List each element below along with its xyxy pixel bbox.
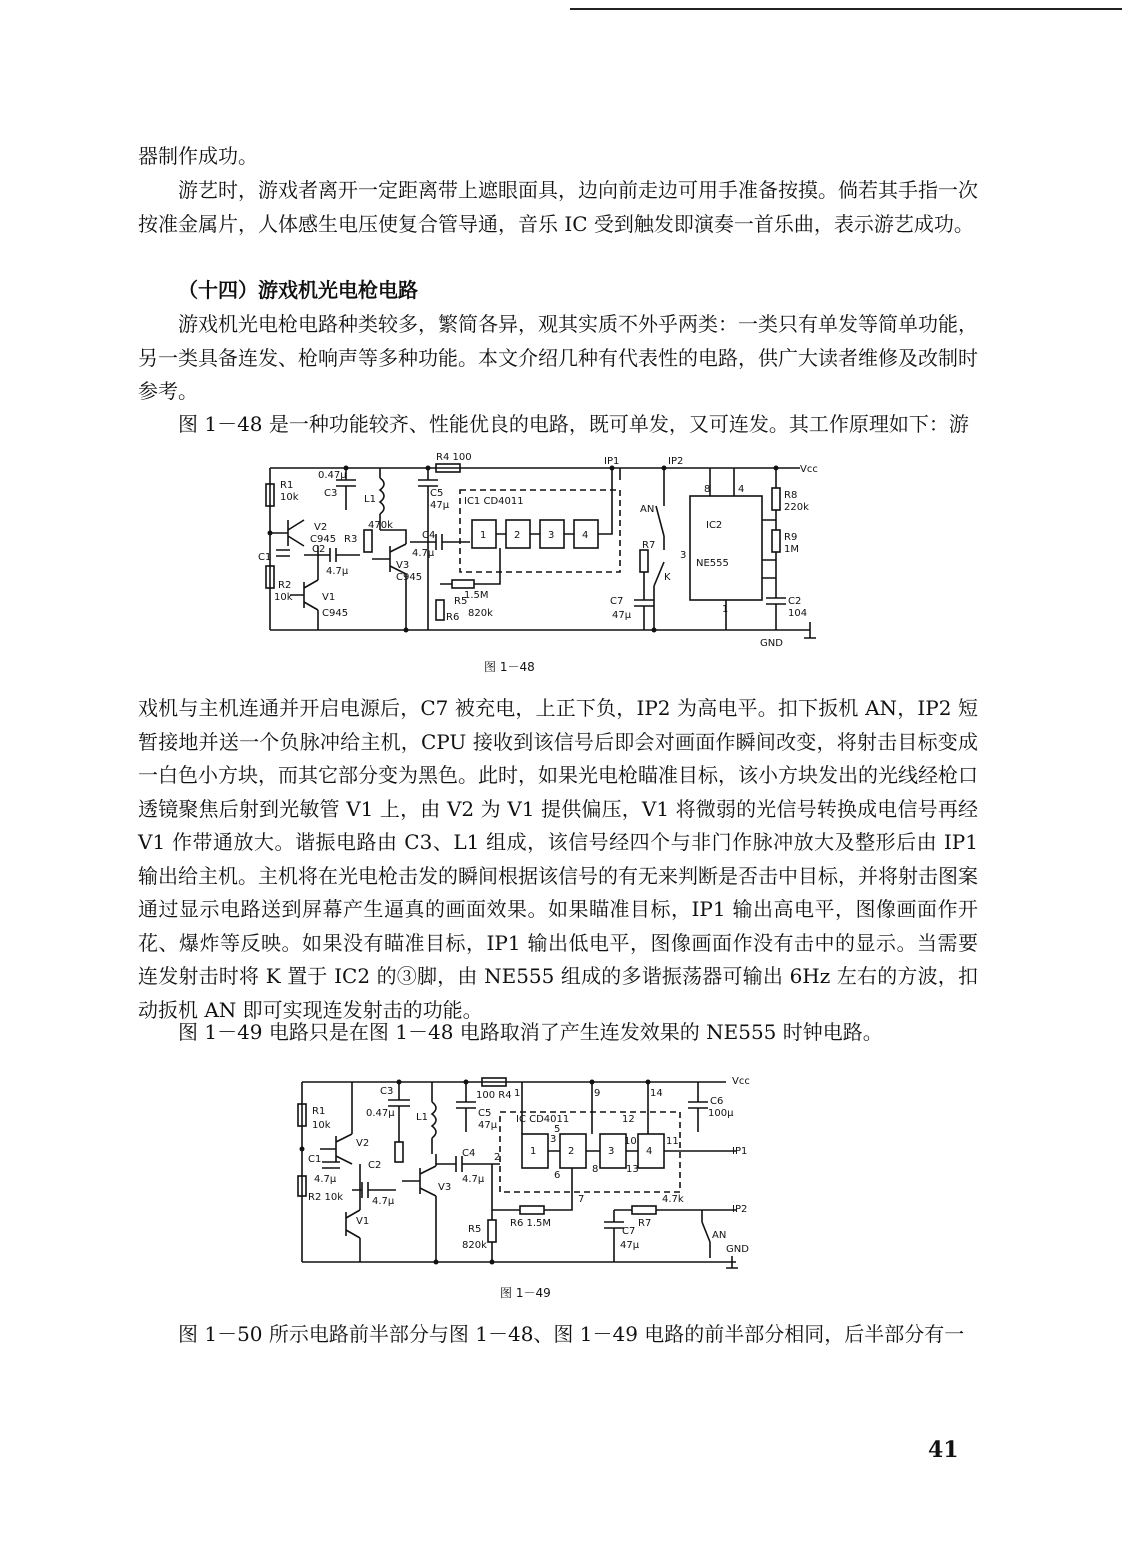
fig48-label-ne555: NE555 bbox=[696, 558, 729, 569]
fig49-label-c7v: 47μ bbox=[620, 1240, 640, 1251]
fig48-label-r2v: 10k bbox=[274, 592, 293, 603]
fig49-label-c5: C5 bbox=[478, 1108, 492, 1119]
fig48-label-k: K bbox=[664, 572, 671, 583]
fig48-label-r9: R9 bbox=[784, 532, 798, 543]
fig48-label-c3v: 0.47μ bbox=[318, 470, 347, 481]
fig48-label-r6v: 820k bbox=[468, 608, 493, 619]
fig48-gate-4: 4 bbox=[582, 530, 589, 541]
fig48-label-r2: R2 bbox=[278, 580, 292, 591]
fig49-label-vcc: Vcc bbox=[732, 1076, 750, 1087]
fig49-label-c7: C7 bbox=[622, 1226, 636, 1237]
fig48-label-ip2: IP2 bbox=[668, 456, 684, 467]
fig48-label-c945c: C945 bbox=[322, 608, 349, 619]
fig49-pin-5: 5 bbox=[554, 1124, 561, 1135]
fig49-label-ip1: IP1 bbox=[732, 1146, 748, 1157]
fig48-label-ic1: IC1 CD4011 bbox=[464, 496, 524, 507]
fig49-pin-12: 12 bbox=[622, 1114, 635, 1125]
fig48-label-v2: V2 bbox=[314, 522, 328, 533]
fig49-pin-1: 1 bbox=[514, 1088, 521, 1099]
fig48-gate-3: 3 bbox=[548, 530, 555, 541]
paragraph-3: 游戏机光电枪电路种类较多，繁简各异，观其实质不外乎两类：一类只有单发等简单功能，另一类具备连发、枪响声等多种功能。本文介绍几种有代表性的电路，供广大读者维修及改制时参考。 bbox=[138, 312, 978, 403]
fig49-label-r6: R6 1.5M bbox=[510, 1218, 552, 1229]
fig49-label-r7v: 4.7k bbox=[662, 1194, 684, 1205]
fig49-label-c3: C3 bbox=[380, 1086, 394, 1097]
fig49-label-r2: R2 10k bbox=[308, 1192, 344, 1203]
fig49-label-l1: L1 bbox=[416, 1112, 428, 1123]
fig49-label-c3v: 0.47μ bbox=[366, 1108, 395, 1119]
paragraph-1: 器制作成功。 bbox=[138, 144, 258, 168]
fig48-label-r4: R4 100 bbox=[436, 452, 472, 463]
fig49-pin-8: 8 bbox=[592, 1164, 599, 1175]
fig48-label-r1: R1 bbox=[280, 480, 294, 491]
fig49-pin-6: 6 bbox=[554, 1170, 561, 1181]
fig48-label-c4: C4 bbox=[422, 530, 436, 541]
fig48-label-an: AN bbox=[640, 504, 655, 515]
fig48-label-c945a: C945 bbox=[310, 534, 337, 545]
fig49-pin-2: 2 bbox=[494, 1152, 501, 1163]
fig48-label-r7: R7 bbox=[642, 540, 656, 551]
paragraph-5: 戏机与主机连通并开启电源后，C7 被充电，上正下负，IP2 为高电平。扣下扳机 AN，IP2 短暂接地并送一个负脉冲给主机，CPU 接收到该信号后即会对画面作瞬间改变，将射击目标变成一白色小方块，而其它部分变为黑色。此时，如果光电枪瞄准目标，该小方块发出的光线经枪口透镜聚焦后射到光敏管 V1 上，由 V2 为 V1 提供偏压，V1 将微弱的光信号转换成电信号再经 V1 作带通放大。谐振电路由 C3、L1 组成，该信号经四个与非门作脉冲放大及整形后由 IP1 输出给主机。主机将在光电枪击发的瞬间根据该信号的有无来判断是否击中目标，并将射击图案通过显示电路送到屏幕产生逼真的画面效果。如果瞄准目标，IP1 输出高电平，图像画面作开花、爆炸等反映。如果没有瞄准目标，IP1 输出低电平，图像画面作没有击中的显示。当需要连发射击时将 K 置于 IC2 的③脚，由 NE555 组成的多谐振荡器可输出 6Hz 左右的方波，扣动扳机 AN 即可实现连发射击的功能。 bbox=[138, 696, 978, 1022]
fig48-label-c1: C1 bbox=[258, 552, 272, 563]
fig49-gate-1: 1 bbox=[530, 1146, 537, 1157]
fig49-label-ip2: IP2 bbox=[732, 1204, 748, 1215]
fig49-label-r1v: 10k bbox=[312, 1120, 331, 1131]
fig48-label-c2v: 4.7μ bbox=[326, 566, 349, 577]
fig48-label-r3v: 470k bbox=[368, 520, 393, 531]
page-number: 41 bbox=[928, 1437, 959, 1463]
fig49-pin-9: 9 bbox=[594, 1088, 601, 1099]
fig48-label-r5v: 1.5M bbox=[464, 590, 489, 601]
fig49-pin-11: 11 bbox=[666, 1136, 679, 1147]
fig49-label-v3: V3 bbox=[438, 1182, 452, 1193]
fig49-pin-7: 7 bbox=[578, 1194, 585, 1205]
circuit-figure-1-49 bbox=[296, 1072, 776, 1282]
fig48-label-c5v: 47μ bbox=[430, 500, 450, 511]
fig49-label-c1: C1 bbox=[308, 1154, 322, 1165]
fig49-pin-14: 14 bbox=[650, 1088, 663, 1099]
fig48-label-v1: V1 bbox=[322, 592, 336, 603]
fig49-gate-3: 3 bbox=[608, 1146, 615, 1157]
fig48-label-c7v: 47μ bbox=[612, 610, 632, 621]
fig49-label-r1: R1 bbox=[312, 1106, 326, 1117]
fig48-label-vcc: Vcc bbox=[800, 464, 818, 475]
fig49-gate-4: 4 bbox=[646, 1146, 653, 1157]
fig49-label-c4: C4 bbox=[462, 1148, 476, 1159]
fig48-label-c3: C3 bbox=[324, 488, 338, 499]
fig48-label-l1: L1 bbox=[364, 494, 376, 505]
paragraph-7: 图 1－50 所示电路前半部分与图 1－48、图 1－49 电路的前半部分相同，后半部分有一 bbox=[178, 1322, 965, 1346]
fig48-label-r3: R3 bbox=[344, 534, 358, 545]
fig49-label-c1v: 4.7μ bbox=[314, 1174, 337, 1185]
fig49-caption: 图 1－49 bbox=[500, 1286, 551, 1300]
fig48-label-c7: C7 bbox=[610, 596, 624, 607]
fig49-label-c5v: 47μ bbox=[478, 1120, 498, 1131]
paragraph-6: 图 1－49 电路只是在图 1－48 电路取消了产生连发效果的 NE555 时钟电路。 bbox=[178, 1020, 883, 1044]
fig48-label-c2bv: 104 bbox=[788, 608, 808, 619]
fig48-label-r8v: 220k bbox=[784, 502, 809, 513]
fig49-label-ic: IC CD4011 bbox=[516, 1114, 570, 1125]
fig48-gate-2: 2 bbox=[514, 530, 521, 541]
fig49-label-c6v: 100μ bbox=[708, 1108, 734, 1119]
fig48-label-ip1: IP1 bbox=[604, 456, 620, 467]
fig48-caption: 图 1－48 bbox=[484, 660, 535, 674]
fig48-label-c5: C5 bbox=[430, 488, 444, 499]
fig49-label-r5v: 820k bbox=[462, 1240, 487, 1251]
circuit-figure-1-48 bbox=[260, 450, 840, 660]
fig49-pin-3: 3 bbox=[550, 1134, 557, 1145]
fig49-label-v2: V2 bbox=[356, 1138, 370, 1149]
fig48-label-c2: C2 bbox=[312, 544, 326, 555]
fig49-label-c6: C6 bbox=[710, 1096, 724, 1107]
fig49-label-r7: R7 bbox=[638, 1218, 652, 1229]
fig49-label-gnd: GND bbox=[726, 1244, 749, 1255]
fig48-label-v3: V3 bbox=[396, 560, 410, 571]
fig48-label-r8: R8 bbox=[784, 490, 798, 501]
fig49-label-c2v: 4.7μ bbox=[372, 1196, 395, 1207]
fig48-label-ic2: IC2 bbox=[706, 520, 723, 531]
fig48-label-r5: R5 bbox=[454, 596, 468, 607]
paragraph-4: 图 1－48 是一种功能较齐、性能优良的电路，既可单发，又可连发。其工作原理如下：游 bbox=[178, 412, 969, 436]
fig48-label-c2b: C2 bbox=[788, 596, 802, 607]
fig49-label-r4: 100 R4 bbox=[476, 1090, 512, 1101]
fig48-label-c4v: 4.7μ bbox=[412, 548, 435, 559]
fig49-label-r5: R5 bbox=[468, 1224, 482, 1235]
fig48-label-r6: R6 bbox=[446, 612, 460, 623]
fig48-label-r1v: 10k bbox=[280, 492, 299, 503]
fig49-label-c2: C2 bbox=[368, 1160, 382, 1171]
fig49-pin-13: 13 bbox=[626, 1164, 639, 1175]
fig48-pin-4: 4 bbox=[738, 484, 745, 495]
section-heading: （十四）游戏机光电枪电路 bbox=[178, 278, 418, 302]
fig49-pin-10: 10 bbox=[624, 1136, 637, 1147]
fig49-label-an: AN bbox=[712, 1230, 727, 1241]
fig48-label-c945b: C945 bbox=[396, 572, 423, 583]
fig48-gate-1: 1 bbox=[480, 530, 487, 541]
fig49-label-c4v: 4.7μ bbox=[462, 1174, 485, 1185]
top-rule bbox=[570, 8, 1122, 10]
fig48-pin-3: 3 bbox=[680, 550, 687, 561]
fig49-gate-2: 2 bbox=[568, 1146, 575, 1157]
fig48-pin-8: 8 bbox=[704, 484, 711, 495]
fig48-label-gnd: GND bbox=[760, 638, 783, 649]
fig48-pin-1: 1 bbox=[722, 604, 729, 615]
paragraph-2: 游艺时，游戏者离开一定距离带上遮眼面具，边向前走边可用手准备按摸。倘若其手指一次按准金属片，人体感生电压使复合管导通，音乐 IC 受到触发即演奏一首乐曲，表示游艺成功。 bbox=[138, 178, 978, 236]
fig48-label-r9v: 1M bbox=[784, 544, 799, 555]
fig49-label-v1: V1 bbox=[356, 1216, 370, 1227]
